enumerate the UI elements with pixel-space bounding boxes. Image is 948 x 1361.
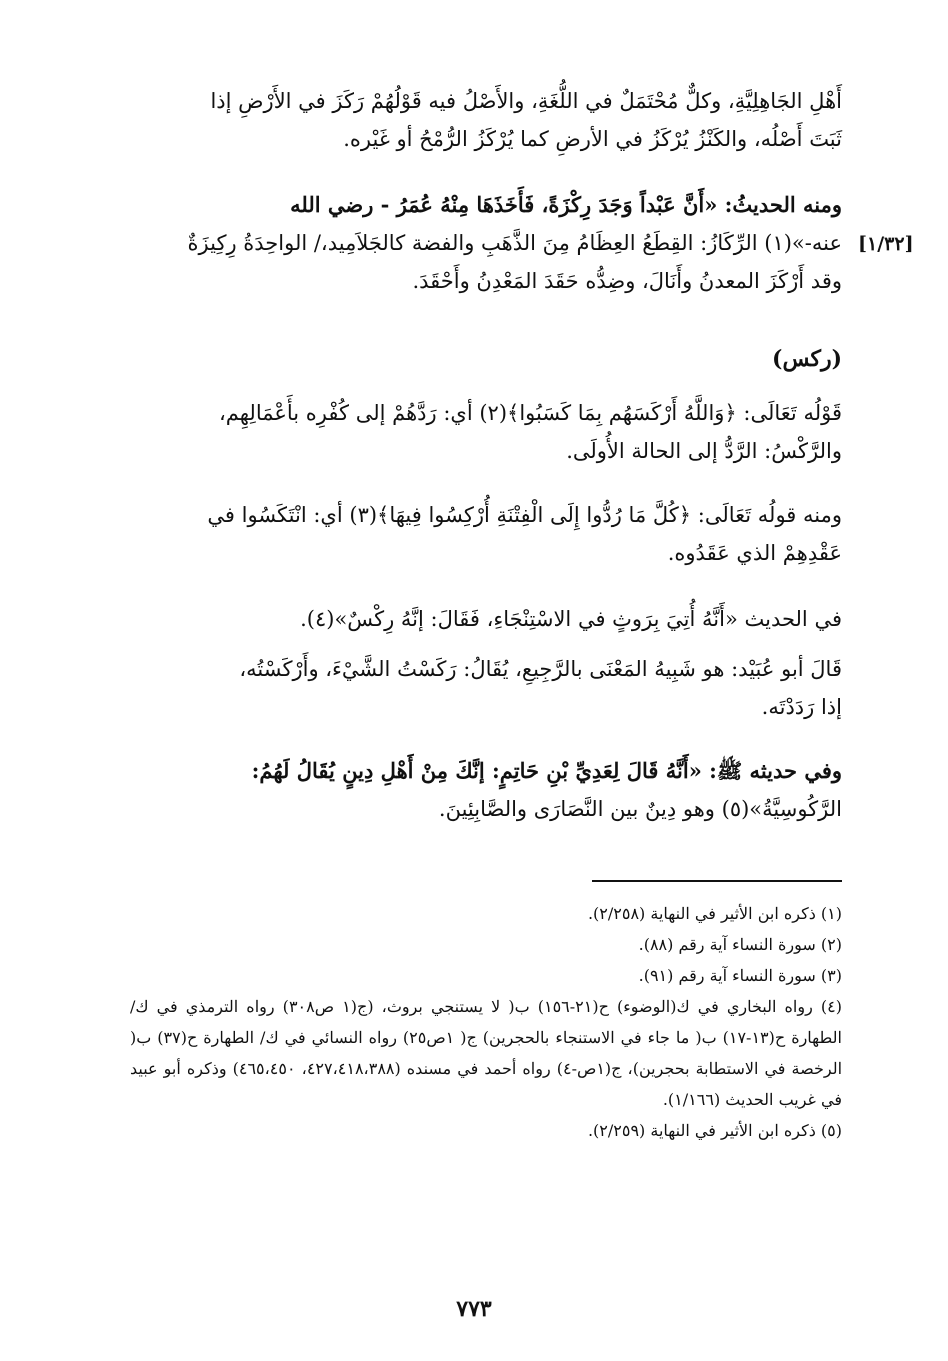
paragraph-quran-urkisu [130, 496, 842, 572]
text-line: أَهْلِ الجَاهِلِيَّةِ، وكلٌّ مُحْتَمَلٌ في اللُّغَةِ، والأَصْلُ فيه قَوْلُهُمْ رَكَزَ في الأَرْضِ إذا [210, 89, 842, 113]
text-line: والرَّكْسُ: الرَّدُّ إلى الحالة الأُولَى. [566, 439, 842, 463]
text-line: إذا رَدَدْتَه. [761, 695, 842, 719]
text-line: قَوْلُه تَعَالَى: ﴿وَاللَّهُ أَرْكَسَهُم بِمَا كَسَبُوا﴾(٢) أي: رَدَّهُمْ إلى كُفْرِه بأَعْمَالِهِم، [218, 401, 842, 425]
paragraph-hadith-rawth [130, 600, 842, 638]
footnote: (٢) سورة النساء آية رقم (٨٨). [638, 935, 842, 954]
section-heading: (ركس) [772, 346, 842, 372]
footnote: (٥) ذكره ابن الأثير في النهاية (٢/٢٥٩). [587, 1121, 842, 1140]
text-line: قَالَ أبو عُبَيْد: هو شَبِيهُ المَعْنَى بالرَّجِيعِ، يُقَالُ: رَكَسْتُ الشَّيْءَ، وأَرْكَسْتُه، [239, 657, 842, 681]
paragraph-hadith-rikza [130, 186, 842, 300]
footnote: (١) ذكره ابن الأثير في النهاية (٢/٢٥٨). [587, 904, 842, 923]
text-line: وفي حديثه ﷺ: «أَنَّهُ قَالَ لِعَدِيِّ بْنِ حَاتِمٍ: إنَّكَ مِنْ أَهْلِ دِينٍ يُقَالُ لَهُمُ: [251, 758, 842, 783]
footnote: (٣) سورة النساء آية رقم (٩١). [638, 966, 842, 985]
paragraph-quran-arkasahum [130, 394, 842, 470]
margin-reference: [١/٣٢] [858, 233, 914, 255]
paragraph-continuation [130, 82, 842, 158]
footnote-separator [592, 880, 842, 882]
page-number: ٧٧٣ [456, 1296, 492, 1322]
text-line: ومنه الحديثُ: «أَنَّ عَبْداً وَجَدَ رِكْزَةً، فَأَخَذَهَا مِنْهُ عُمَرُ - رضي الله [290, 192, 842, 217]
text-line: في الحديث «أَنَّهُ أُتِيَ بِرَوثٍ في الاسْتِنْجَاءِ، فَقَالَ: إنَّهُ رِكْسٌ»(٤). [300, 607, 842, 631]
footnote: (٤) رواه البخاري في ك(الوضوء) ح(٢١-١٥٦) ب( لا يستنجي بروث، (ج(١ ص٣٠٨) رواه الترمذي في ك/ الطهارة ح(١٣-١٧) ب( ما جاء في الاستنجاء بالحجرين) ج( ١ص٢٥) رواه النسائي في ك/ الطهارة ح(٣٧) ب( الرخصة في الاستطابة بحجرين)، ج(١ص-٤) رواه أحمد في مسنده (٤٢٧،٤١٨،٣٨٨، ٤٦٥،٤٥٠) وذكره أبو عبيد في غريب الحديث (١/١٦٦). [130, 997, 843, 1109]
text-line: ثَبَتَ أَصْلُه، والكَنْزُ يُرْكَزُ في الأرضِ كما يُرْكَزُ الرُّمْحُ أو غَيْره. [343, 127, 842, 151]
text-line: الرَّكُوسِيَّةُ»(٥) وهو دِينٌ بين النَّصَارَى والصَّابِئِينَ. [438, 797, 842, 821]
footnotes [130, 898, 842, 1146]
text-line: ومنه قولُه تَعَالَى: ﴿كُلَّ مَا رُدُّوا إِلَى الْفِتْنَةِ أُرْكِسُوا فِيهَا﴾(٣) أي: انْتَكَسُوا في [207, 503, 842, 527]
text-line: عنه-»(١) الرِّكَازُ: القِطَعُ العِظَامُ مِنَ الذَّهَبِ والفضة كالجَلاَمِيد،/ الواحِدَةُ رِكِيزَةٌ [187, 231, 842, 255]
text-line: عَقْدِهِمْ الذي عَقَدُوه. [667, 541, 842, 565]
paragraph-hadith-adiyy [130, 752, 842, 828]
paragraph-abu-ubaid [130, 650, 842, 726]
text-line: وقد أَرْكَزَ المعدنُ وأَنَالَ، وضِدُّه حَقَدَ المَعْدِنُ وأَحْقَدَ. [412, 269, 842, 293]
